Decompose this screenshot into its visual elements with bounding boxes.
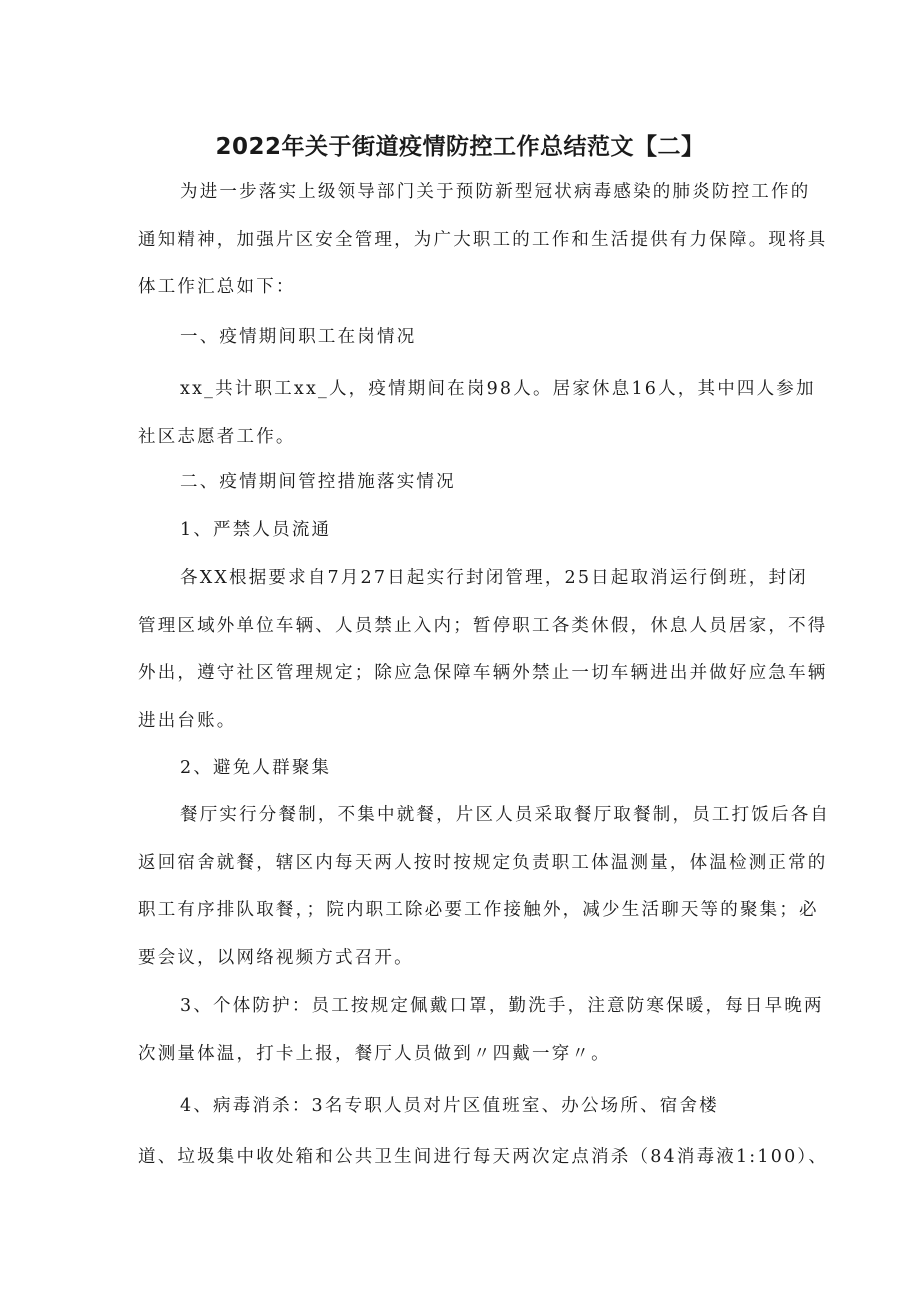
- paragraph-disinfection-2: [138, 1134, 829, 1182]
- text-line: 二、疫情期间管控措施落实情况: [180, 472, 456, 492]
- text-line: 4、病毒消杀：3名专职人员对片区值班室、办公场所、宿舍楼: [180, 1096, 719, 1116]
- paragraph-closed-management: [138, 555, 828, 745]
- text-line: 体工作汇总如下：: [138, 277, 296, 297]
- text-line: xx_共计职工xx_人，疫情期间在岗98人。居家休息16人，其中四人参加: [180, 379, 816, 399]
- text-line: 外出，遵守社区管理规定；除应急保障车辆外禁止一切车辆进出并做好应急车辆: [138, 663, 828, 683]
- text-line: 通知精神，加强片区安全管理，为广大职工的工作和生活提供有力保障。现将具: [138, 229, 828, 250]
- text-line: 次测量体温，打卡上报，餐厅人员做到〃四戴一穿〃。: [138, 1043, 611, 1064]
- text-line: 职工有序排队取餐，；院内职工除必要工作接触外，减少生活聊天等的聚集；必: [138, 900, 819, 920]
- text-line: 社区志愿者工作。: [138, 426, 296, 447]
- text-line: 3、个体防护：员工按规定佩戴口罩，勤洗手，注意防寒保暖，每日早晚两: [180, 996, 824, 1016]
- text-line: 为进一步落实上级领导部门关于预防新型冠状病毒感染的肺炎防控工作的: [180, 182, 811, 202]
- text-line: 各XX根据要求自7月27日起实行封闭管理，25日起取消运行倒班，封闭: [180, 568, 808, 588]
- text-line: 管理区域外单位车辆、人员禁止入内；暂停职工各类休假，休息人员居家，不得: [138, 615, 828, 636]
- paragraph-dining: [138, 792, 831, 982]
- text-line: 2、避免人群聚集: [180, 758, 332, 778]
- text-line: 1、严禁人员流通: [180, 520, 332, 540]
- section-heading-2: [138, 459, 798, 507]
- text-line: 道、垃圾集中收处箱和公共卫生间进行每天两次定点消杀（84消毒液1:100）、: [138, 1147, 829, 1167]
- text-line: 进出台账。: [138, 710, 237, 731]
- text-line: 一、疫情期间职工在岗情况: [180, 327, 417, 347]
- paragraph-intro: [138, 169, 828, 312]
- subheading-2: [138, 745, 798, 793]
- subheading-1: [138, 507, 798, 555]
- text-line: 返回宿舍就餐，辖区内每天两人按时按规定负责职工体温测量，体温检测正常的: [138, 852, 828, 873]
- document-title: 2022年关于街道疫情防控工作总结范文【二】: [215, 134, 705, 160]
- text-line: 餐厅实行分餐制，不集中就餐，片区人员采取餐厅取餐制，员工打饭后各自: [180, 805, 831, 825]
- paragraph-disinfection-1: [138, 1083, 798, 1131]
- paragraph-personal-protection: [138, 983, 824, 1078]
- text-line: 要会议，以网络视频方式召开。: [138, 947, 414, 968]
- section-heading-1: [138, 314, 798, 362]
- paragraph-staff-status: [138, 366, 816, 461]
